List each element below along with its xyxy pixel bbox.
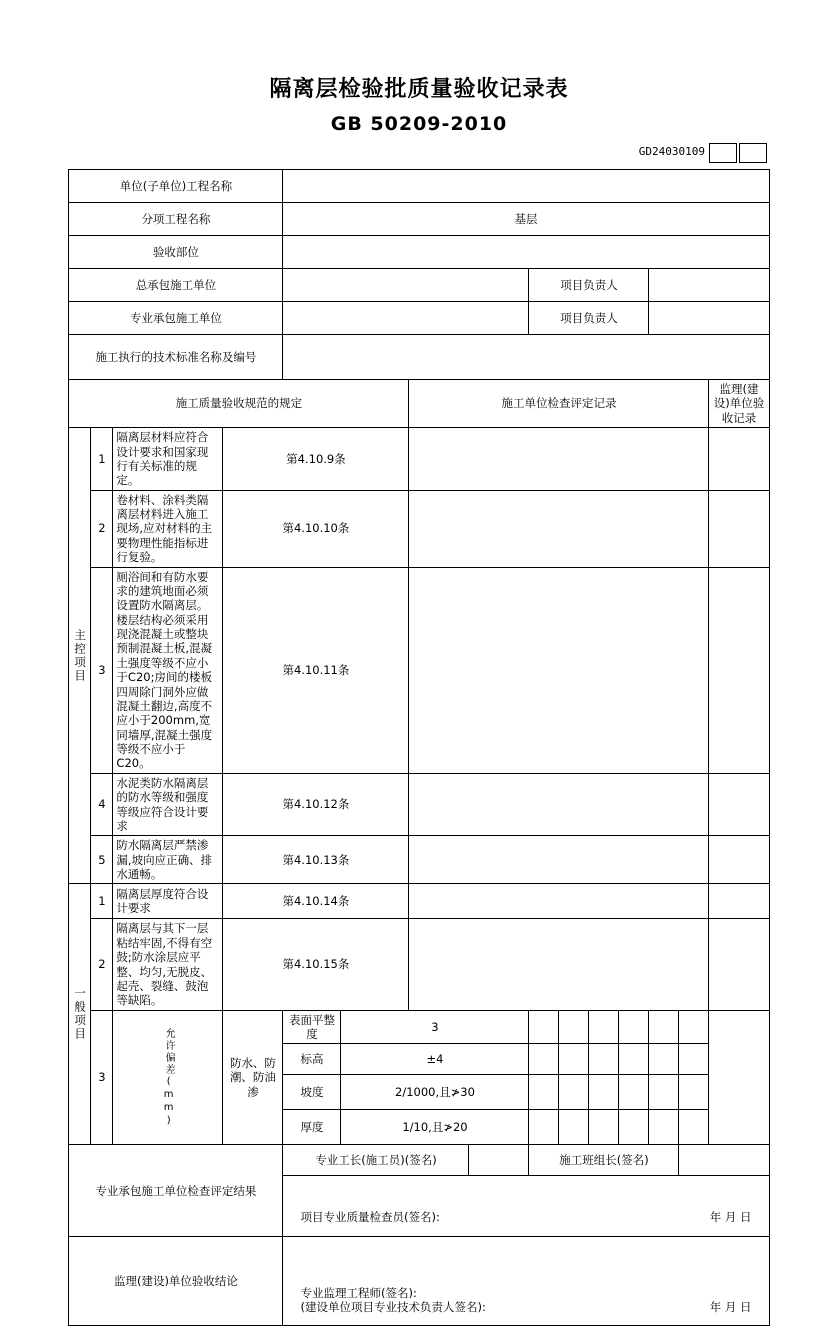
supervision-date-label: 年 月 日 xyxy=(709,1300,752,1315)
form-code-row xyxy=(69,143,769,163)
general-contractor-value[interactable] xyxy=(283,269,529,302)
form-code-box-1[interactable] xyxy=(709,143,737,163)
table-row xyxy=(69,490,769,567)
table-row xyxy=(69,773,769,836)
measure-cell[interactable] xyxy=(619,1044,649,1075)
subitem-project-value[interactable]: 基层 xyxy=(283,203,769,236)
form-code-box-2[interactable] xyxy=(739,143,767,163)
supervision-engineer-block xyxy=(300,1286,485,1315)
table-row xyxy=(69,269,769,302)
item-clause: 第4.10.9条 xyxy=(223,428,409,491)
form-code-label: GD24030109 xyxy=(638,145,705,158)
project-leader-value-1[interactable] xyxy=(649,269,769,302)
col-header-spec: 施工质量验收规范的规定 xyxy=(69,380,409,428)
inspector-date-label: 年 月 日 xyxy=(709,1210,752,1225)
construction-record-cell[interactable] xyxy=(409,490,709,567)
measure-cell[interactable] xyxy=(649,1110,679,1145)
measure-cell[interactable] xyxy=(529,1075,559,1110)
table-row xyxy=(69,1145,769,1176)
item-clause: 第4.10.11条 xyxy=(223,567,409,773)
supervision-record-cell[interactable] xyxy=(709,773,769,836)
team-leader-value[interactable] xyxy=(679,1145,769,1176)
tolerance-row-name: 表面平整度 xyxy=(283,1010,341,1044)
item-no: 1 xyxy=(91,428,113,491)
construction-record-cell[interactable] xyxy=(409,836,709,884)
table-row xyxy=(69,884,769,919)
measure-cell[interactable] xyxy=(529,1110,559,1145)
table-row xyxy=(69,1237,769,1326)
item-no: 2 xyxy=(91,919,113,1010)
specialty-contractor-label: 专业承包施工单位 xyxy=(69,302,283,335)
measure-cell[interactable] xyxy=(649,1010,679,1044)
measure-cell[interactable] xyxy=(679,1075,709,1110)
measure-cell[interactable] xyxy=(589,1075,619,1110)
project-leader-value-2[interactable] xyxy=(649,302,769,335)
unit-project-value[interactable] xyxy=(283,170,769,203)
unit-project-label: 单位(子单位)工程名称 xyxy=(69,170,283,203)
tech-standard-label: 施工执行的技术标准名称及编号 xyxy=(69,335,283,380)
table-row xyxy=(69,380,769,428)
tolerance-row-name: 厚度 xyxy=(283,1110,341,1145)
item-text: 隔离层厚度符合设计要求 xyxy=(113,884,223,919)
measure-cell[interactable] xyxy=(559,1044,589,1075)
project-leader-label-2: 项目负责人 xyxy=(529,302,649,335)
supervision-record-cell[interactable] xyxy=(709,567,769,773)
measure-cell[interactable] xyxy=(619,1110,649,1145)
specialty-contractor-value[interactable] xyxy=(283,302,529,335)
standard-code: GB 50209-2010 xyxy=(330,113,508,135)
table-row xyxy=(69,302,769,335)
page-title: 隔离层检验批质量验收记录表 xyxy=(269,77,569,102)
tolerance-row-value: 3 xyxy=(341,1010,529,1044)
supervision-result-label-text: 监理(建设)单位验收结论 xyxy=(113,1274,238,1289)
document-page xyxy=(0,72,838,1315)
tolerance-label-text: 允许偏差(mm) xyxy=(163,1027,175,1128)
measure-cell[interactable] xyxy=(619,1010,649,1044)
supervision-engineer-label2: (建设单位项目专业技术负责人签名): xyxy=(300,1300,486,1315)
item-no: 1 xyxy=(91,884,113,919)
tolerance-row-value: 2/1000,且≯30 xyxy=(341,1075,529,1110)
item-no: 2 xyxy=(91,490,113,567)
measure-cell[interactable] xyxy=(529,1010,559,1044)
measure-cell[interactable] xyxy=(559,1010,589,1044)
measure-cell[interactable] xyxy=(679,1044,709,1075)
table-row xyxy=(69,203,769,236)
col-header-construction: 施工单位检查评定记录 xyxy=(409,380,709,428)
measure-cell[interactable] xyxy=(559,1110,589,1145)
measure-cell[interactable] xyxy=(559,1075,589,1110)
construction-record-cell[interactable] xyxy=(409,773,709,836)
measure-cell[interactable] xyxy=(649,1044,679,1075)
section-label-main-text: 主控项目 xyxy=(73,628,88,683)
supervision-signature-cell[interactable] xyxy=(283,1237,769,1326)
tolerance-row-value: ±4 xyxy=(341,1044,529,1075)
general-contractor-label: 总承包施工单位 xyxy=(69,269,283,302)
contractor-result-label: 专业承包施工单位检查评定结果 xyxy=(69,1145,283,1237)
supervision-record-cell[interactable] xyxy=(709,884,769,919)
subitem-project-label: 分项工程名称 xyxy=(69,203,283,236)
measure-cell[interactable] xyxy=(589,1110,619,1145)
supervision-record-cell[interactable] xyxy=(709,1010,769,1145)
section-label-general-text: 一般项目 xyxy=(73,987,88,1042)
acceptance-part-value[interactable] xyxy=(283,236,769,269)
tech-standard-value[interactable] xyxy=(283,335,769,380)
item-clause: 第4.10.10条 xyxy=(223,490,409,567)
tolerance-label xyxy=(113,1010,223,1145)
construction-record-cell[interactable] xyxy=(409,567,709,773)
item-clause: 第4.10.15条 xyxy=(223,919,409,1010)
inspector-signature-cell[interactable] xyxy=(283,1176,769,1237)
item-clause: 第4.10.12条 xyxy=(223,773,409,836)
construction-record-cell[interactable] xyxy=(409,919,709,1010)
supervision-engineer-label: 专业监理工程师(签名): xyxy=(300,1286,417,1300)
table-row xyxy=(69,567,769,773)
table-row xyxy=(69,170,769,203)
item-text: 隔离层与其下一层粘结牢固,不得有空鼓;防水涂层应平整、均匀,无脱皮、起壳、裂缝、鼓泡等缺陷。 xyxy=(113,919,223,1010)
item-no: 5 xyxy=(91,836,113,884)
measure-cell[interactable] xyxy=(589,1044,619,1075)
inspector-label: 项目专业质量检查员(签名): xyxy=(300,1210,440,1225)
table-row xyxy=(69,335,769,380)
table-row xyxy=(69,428,769,491)
supervision-result-label xyxy=(69,1237,283,1326)
supervision-record-cell[interactable] xyxy=(709,836,769,884)
acceptance-part-label: 验收部位 xyxy=(69,236,283,269)
section-label-main xyxy=(69,428,91,884)
measure-cell[interactable] xyxy=(589,1010,619,1044)
item-text: 厕浴间和有防水要求的建筑地面必须设置防水隔离层。楼层结构必须采用现浇混凝土或整块预制混凝土板,混凝土强度等级不应小于C20;房间的楼板四周除门洞外应做混凝土翻边,高度不应小于200mm,宽同墙厚,混凝土强度等级不应小于C20。 xyxy=(113,567,223,773)
measure-cell[interactable] xyxy=(529,1044,559,1075)
measure-cell[interactable] xyxy=(679,1110,709,1145)
item-no: 3 xyxy=(91,1010,113,1145)
measure-cell[interactable] xyxy=(679,1010,709,1044)
item-clause: 第4.10.14条 xyxy=(223,884,409,919)
project-leader-label-1: 项目负责人 xyxy=(529,269,649,302)
construction-record-cell[interactable] xyxy=(409,884,709,919)
tolerance-row-name: 坡度 xyxy=(283,1075,341,1110)
item-text: 防水隔离层严禁渗漏,坡向应正确、排水通畅。 xyxy=(113,836,223,884)
item-no: 3 xyxy=(91,567,113,773)
tolerance-category: 防水、防潮、防油渗 xyxy=(223,1010,283,1145)
item-clause: 第4.10.13条 xyxy=(223,836,409,884)
measure-cell[interactable] xyxy=(619,1075,649,1110)
supervision-record-cell[interactable] xyxy=(709,919,769,1010)
item-text: 隔离层材料应符合设计要求和国家现行有关标准的规定。 xyxy=(113,428,223,491)
construction-record-cell[interactable] xyxy=(409,428,709,491)
table-row xyxy=(69,1010,769,1044)
main-table xyxy=(68,169,769,1326)
section-label-general xyxy=(69,884,91,1145)
supervision-record-cell[interactable] xyxy=(709,428,769,491)
supervision-record-cell[interactable] xyxy=(709,490,769,567)
item-no: 4 xyxy=(91,773,113,836)
table-row xyxy=(69,236,769,269)
foreman-label: 专业工长(施工员)(签名) xyxy=(283,1145,469,1176)
table-row xyxy=(69,836,769,884)
item-text: 卷材料、涂料类隔离层材料进入施工现场,应对材料的主要物理性能指标进行复验。 xyxy=(113,490,223,567)
col-header-supervision: 监理(建设)单位验收记录 xyxy=(709,380,769,428)
measure-cell[interactable] xyxy=(649,1075,679,1110)
foreman-value[interactable] xyxy=(469,1145,529,1176)
team-leader-label: 施工班组长(签名) xyxy=(529,1145,679,1176)
item-text: 水泥类防水隔离层的防水等级和强度等级应符合设计要求 xyxy=(113,773,223,836)
table-row xyxy=(69,919,769,1010)
tolerance-row-value: 1/10,且≯20 xyxy=(341,1110,529,1145)
tolerance-row-name: 标高 xyxy=(283,1044,341,1075)
